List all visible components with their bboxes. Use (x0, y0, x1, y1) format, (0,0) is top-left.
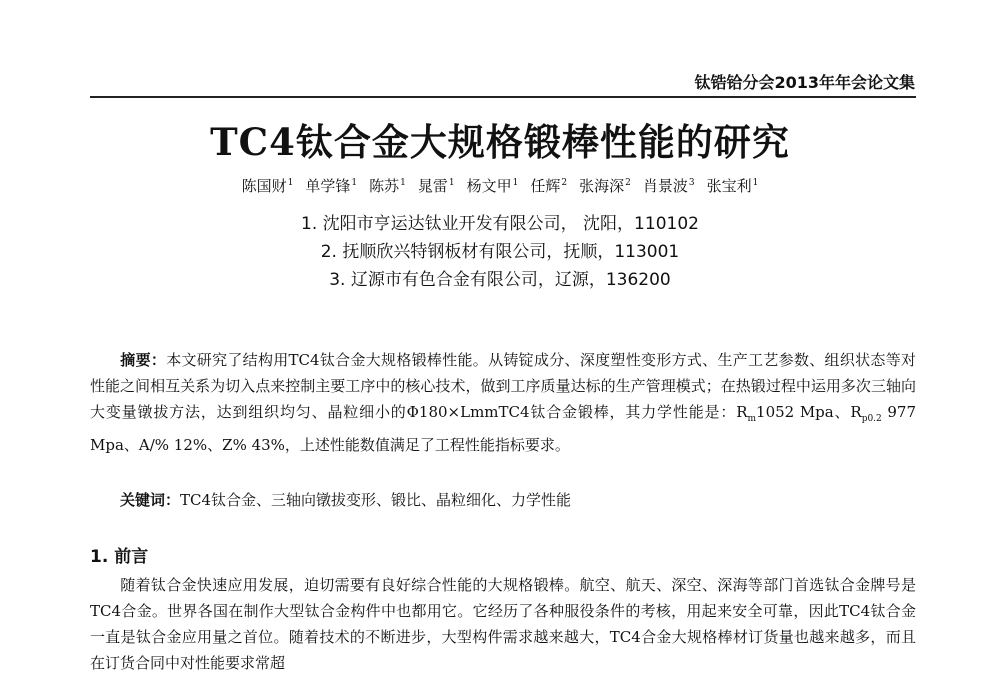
author-name (579, 177, 631, 195)
author-list (0, 175, 1000, 196)
author-name (305, 177, 357, 195)
abstract-text-3: 977 Mpa、A/% 12%、Z% 43%，上述性能数值满足了工程性能指标要求。 (90, 403, 916, 454)
author-name (467, 177, 519, 195)
author-name-text: 陈国财 (241, 177, 287, 195)
author-name-text: 任辉 (530, 177, 561, 195)
author-affiliation-mark: 1 (287, 178, 294, 188)
author-affiliation-mark: 2 (625, 178, 631, 188)
abstract-label: 摘要： (120, 351, 167, 369)
section-paragraph (90, 572, 916, 676)
author-name-text: 单学锋 (305, 177, 351, 195)
section-heading: 1. 前言 (90, 547, 149, 567)
abstract-text: 本文研究了结构用TC4钛合金大规格锻棒性能。从铸锭成分、深度塑性变形方式、生产工艺参数、组织状态等对性能之间相互关系为切入点来控制主要工序中的核心技术，做到工序质量达标的生产管理模式；在热锻过程中运用多次三轴向大变量镦拔方法，达到组织均匀、晶粒细小的Φ180×LmmTC4钛合金锻棒，其力学性能是：R (90, 351, 916, 421)
author-affiliation-mark: 1 (752, 178, 759, 188)
author-affiliation-mark: 1 (400, 178, 406, 188)
author-name (369, 177, 406, 195)
author-affiliation-mark: 1 (512, 178, 519, 188)
abstract (90, 347, 916, 458)
author-affiliation-mark: 2 (561, 178, 568, 188)
author-name (643, 177, 695, 195)
keywords-label: 关键词： (120, 491, 181, 509)
subscript-p02: p0.2 (861, 414, 882, 424)
author-name-text: 张海深 (579, 177, 625, 195)
author-name (418, 177, 455, 195)
author-name-text: 张宝利 (706, 177, 752, 195)
paper-title: TC4钛合金大规格锻棒性能的研究 (210, 120, 790, 164)
author-affiliation-mark: 1 (351, 178, 358, 188)
abstract-text-2: 1052 Mpa、R (756, 403, 862, 421)
keywords-text: TC4钛合金、三轴向镦拔变形、锻比、晶粒细化、力学性能 (180, 491, 572, 509)
paragraph-text: 随着钛合金快速应用发展，迫切需要有良好综合性能的大规格锻棒。航空、航天、深空、深海等部门首选钛合金牌号是TC4合金。世界各国在制作大型钛合金构件中也都用它。它经历了各种服役条件的考核，用起来安全可靠，因此TC4钛合金一直是钛合金应用量之首位。随着技术的不断进步，大型构件需求越来越大，TC4合金大规格棒材订货量也越来越多，而且在订货合同中对性能要求常超 (90, 576, 916, 672)
header-rule (90, 96, 916, 98)
collection-title: 钛锆铪分会2013年年会论文集 (694, 73, 915, 92)
author-name-text: 晁雷 (417, 177, 448, 195)
author-affiliation-mark: 3 (688, 178, 695, 188)
keywords (120, 487, 916, 513)
author-name (530, 177, 567, 195)
affiliation-3: 3. 辽源市有色合金有限公司，辽源，136200 (329, 270, 671, 290)
author-name (707, 177, 759, 195)
author-name (242, 177, 294, 195)
subscript-m: m (747, 414, 757, 424)
author-name-text: 杨文甲 (466, 177, 512, 195)
author-affiliation-mark: 1 (448, 178, 455, 188)
affiliation-list (0, 210, 1000, 294)
affiliation-2: 2. 抚顺欣兴特钢板材有限公司，抚顺，113001 (320, 242, 680, 262)
affiliation-1: 1. 沈阳市亨运达钛业开发有限公司， 沈阳，110102 (301, 214, 699, 234)
author-name-text: 陈苏 (369, 177, 400, 195)
author-name-text: 肖景波 (642, 177, 688, 195)
